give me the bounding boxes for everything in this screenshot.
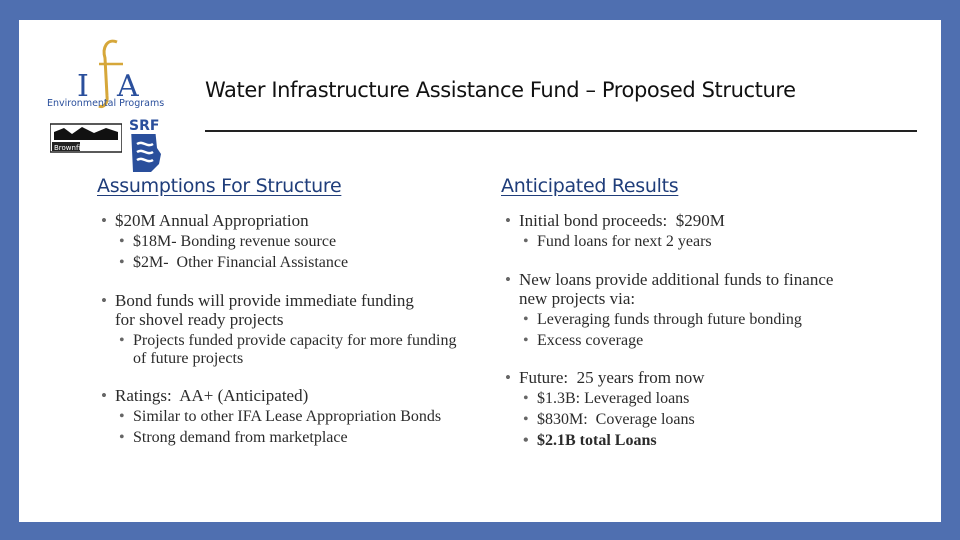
sub-bullet-strong-demand: • Strong demand from marketplace: [116, 429, 477, 447]
bullet-future: • Future: 25 years from now: [501, 368, 881, 387]
sub-bullet-fund-loans: • Fund loans for next 2 years: [520, 233, 881, 251]
assumptions-heading: Assumptions For Structure: [97, 175, 342, 197]
sub-bullet-projects-capacity: • Projects funded provide capacity for more funding of future projects: [116, 332, 463, 368]
ifa-environmental-programs-logo: [47, 38, 169, 110]
ifa-letter-a: A: [117, 69, 139, 104]
title-underline: [205, 130, 917, 132]
sub-bullet-similar-bonds: • Similar to other IFA Lease Appropriation Bonds: [116, 408, 463, 426]
bullet-bond-funds: • Bond funds will provide immediate funding for shovel ready projects: [97, 291, 415, 329]
bullet-ratings: • Ratings: AA+ (Anticipated): [97, 386, 477, 405]
sub-bullet-leveraged-loans: • $1.3B: Leveraged loans: [520, 390, 881, 408]
sub-bullet-bonding-revenue: • $18M- Bonding revenue source: [116, 233, 477, 251]
bullet-new-loans: • New loans provide additional funds to finance new projects via:: [501, 270, 839, 308]
assumptions-column: [97, 175, 477, 447]
results-column: [501, 175, 881, 450]
results-heading: Anticipated Results: [501, 175, 679, 197]
bullet-initial-proceeds: • Initial bond proceeds: $290M: [501, 211, 881, 230]
sub-bullet-total-loans: • $2.1B total Loans: [520, 432, 881, 450]
sub-bullet-other-assistance: • $2M- Other Financial Assistance: [116, 254, 477, 272]
slide: [19, 20, 941, 522]
sub-bullet-coverage-loans: • $830M: Coverage loans: [520, 411, 881, 429]
sub-bullet-leveraging: • Leveraging funds through future bonding: [520, 311, 881, 329]
brownfields-text: Brownfields: [54, 144, 95, 152]
ifa-letter-i: I: [77, 69, 89, 104]
assumptions-list: [97, 211, 477, 447]
sub-bullet-excess-coverage: • Excess coverage: [520, 332, 881, 350]
srf-text: SRF: [129, 118, 160, 134]
bullet-appropriation: • $20M Annual Appropriation: [97, 211, 477, 230]
page-title: Water Infrastructure Assistance Fund – Proposed Structure: [205, 78, 796, 102]
logo-group: [47, 38, 177, 168]
srf-logo: [125, 114, 165, 176]
brownfields-logo: [50, 118, 122, 158]
results-list: [501, 211, 881, 450]
ifa-caption: Environmental Programs: [47, 98, 165, 109]
